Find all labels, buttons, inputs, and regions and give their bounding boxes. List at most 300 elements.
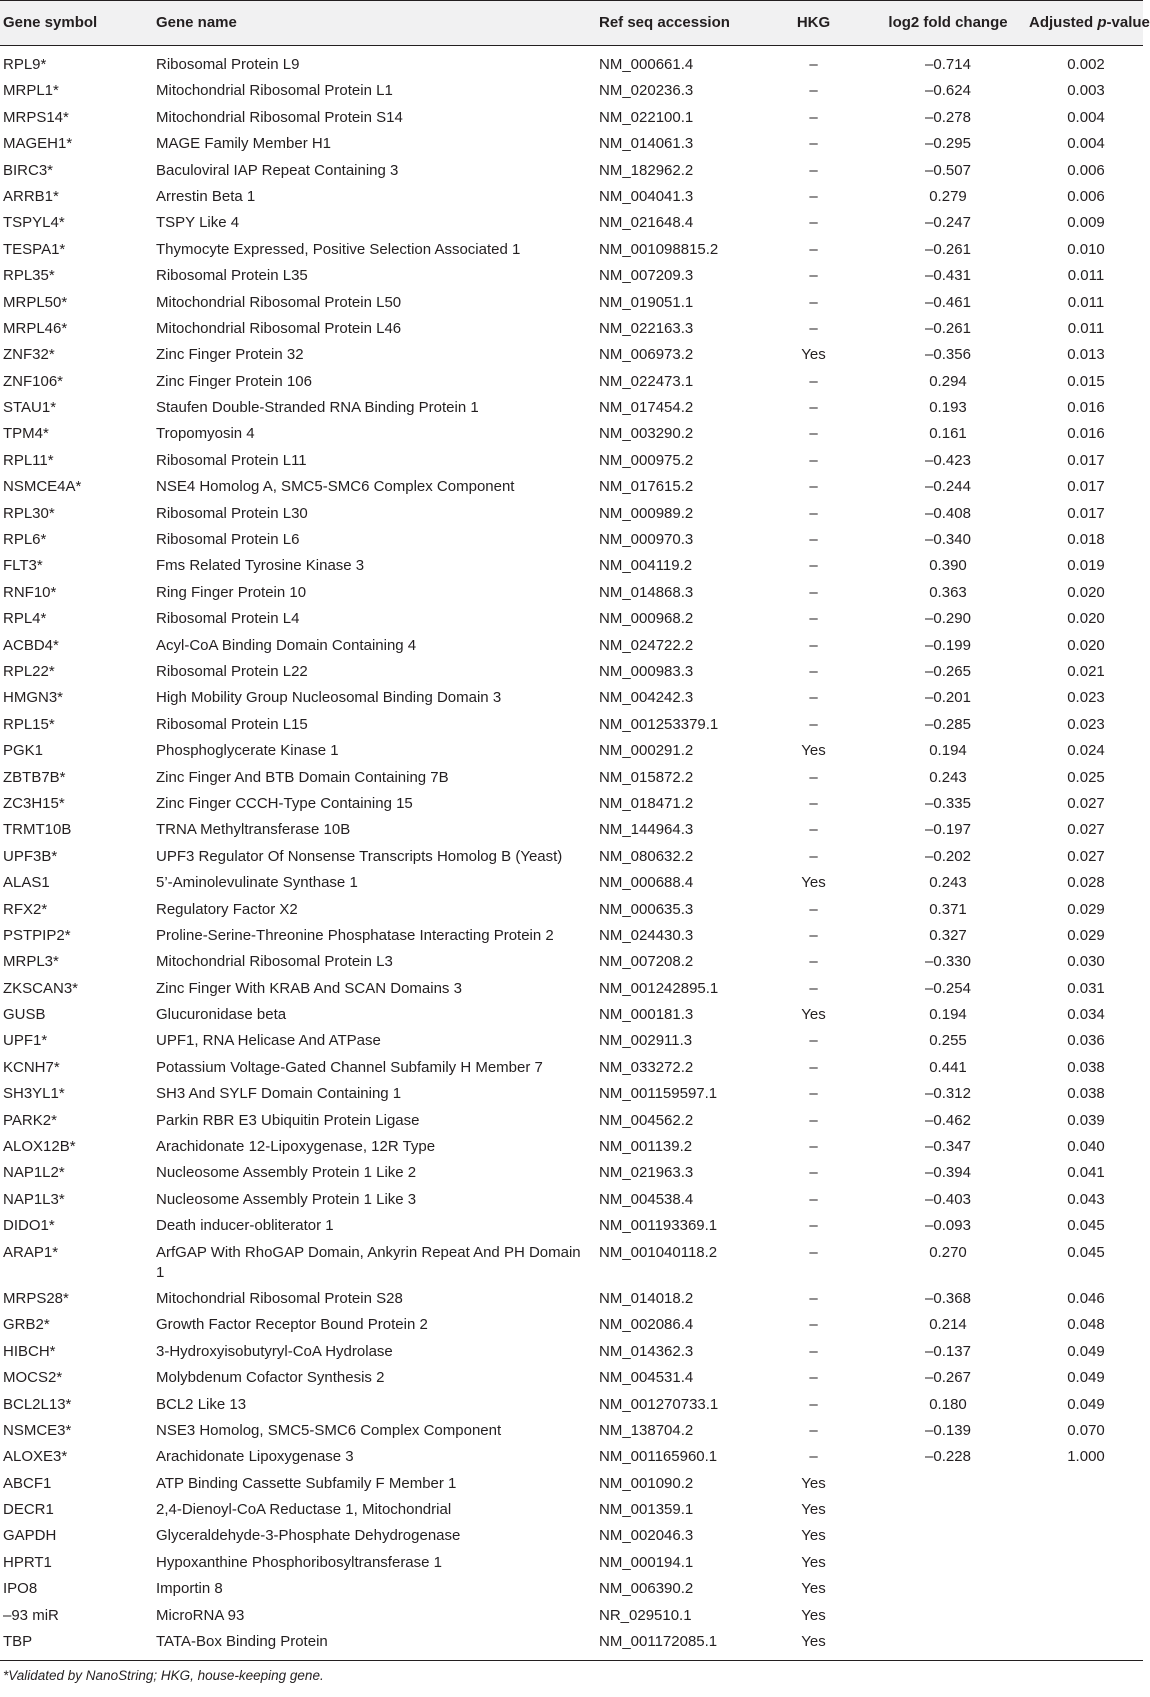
cell-log2-fold-change (867, 1604, 1029, 1630)
cell-gene-name: Glucuronidase beta (156, 1006, 287, 1024)
cell-gene-name: Baculoviral IAP Repeat Containing 3 (156, 161, 399, 179)
cell-hkg: Yes (801, 1474, 826, 1492)
cell-ref-seq: NM_003290.2 (599, 425, 694, 443)
cell-ref-seq: NM_000181.3 (599, 1006, 694, 1024)
cell-adjusted-p-value: 0.048 (1067, 1316, 1105, 1334)
cell-adjusted-p-value (1029, 1472, 1143, 1498)
table-row (0, 1288, 1143, 1314)
table-row (0, 1551, 1143, 1577)
cell-gene-symbol: MRPL3* (3, 953, 59, 971)
cell-ref-seq: NM_017454.2 (599, 399, 694, 417)
cell-gene-name: Ribosomal Protein L30 (156, 504, 308, 522)
cell-gene-name: Molybdenum Cofactor Synthesis 2 (156, 1369, 385, 1387)
cell-adjusted-p-value: 0.004 (1067, 108, 1105, 126)
cell-ref-seq: NM_001165960.1 (599, 1448, 718, 1466)
table-row (0, 819, 1143, 845)
cell-ref-seq: NM_000661.4 (599, 56, 694, 73)
cell-gene-symbol: ZNF32* (3, 346, 55, 364)
table-row (0, 1241, 1143, 1287)
cell-gene-symbol: ACBD4* (3, 636, 59, 654)
cell-gene-symbol: IPO8 (3, 1580, 38, 1598)
table-row (0, 766, 1143, 792)
cell-ref-seq: NM_080632.2 (599, 847, 694, 865)
cell-hkg: – (809, 240, 818, 258)
cell-log2-fold-change: 0.279 (929, 187, 967, 205)
cell-hkg: – (809, 1316, 818, 1334)
cell-gene-name: Arachidonate Lipoxygenase 3 (156, 1448, 354, 1466)
cell-gene-name: Ribosomal Protein L15 (156, 715, 308, 733)
cell-gene-name: MAGE Family Member H1 (156, 135, 332, 153)
cell-gene-name: Growth Factor Receptor Bound Protein 2 (156, 1316, 428, 1334)
cell-hkg: – (809, 768, 818, 786)
cell-gene-name: Ring Finger Protein 10 (156, 583, 307, 601)
cell-gene-symbol: RPL30* (3, 504, 55, 522)
cell-ref-seq: NM_015872.2 (599, 768, 694, 786)
cell-hkg: – (809, 1421, 818, 1439)
cell-hkg: – (809, 531, 818, 549)
cell-hkg: – (809, 451, 818, 469)
table-row (0, 1499, 1143, 1525)
cell-ref-seq: NM_007209.3 (599, 267, 694, 285)
cell-adjusted-p-value (1029, 1604, 1143, 1630)
cell-hkg: Yes (801, 1501, 826, 1519)
cell-gene-symbol: ZKSCAN3* (3, 979, 79, 997)
table-row (0, 1314, 1143, 1340)
cell-hkg: – (809, 610, 818, 628)
cell-hkg: – (809, 504, 818, 522)
cell-hkg: – (809, 1395, 818, 1413)
table-header (0, 1, 1150, 46)
cell-gene-name: Death inducer-obliterator 1 (156, 1217, 334, 1235)
header-adj-p-italic: p (1097, 14, 1107, 31)
cell-gene-name: TRNA Methyltransferase 10B (156, 821, 351, 839)
cell-adjusted-p-value: 0.049 (1067, 1342, 1105, 1360)
cell-log2-fold-change: 0.243 (929, 768, 967, 786)
cell-ref-seq: NM_000194.1 (599, 1553, 694, 1571)
cell-log2-fold-change: 0.180 (929, 1395, 967, 1413)
cell-ref-seq: NM_024722.2 (599, 636, 694, 654)
table-row (0, 1472, 1143, 1498)
cell-gene-symbol: GUSB (3, 1006, 46, 1024)
cell-ref-seq: NM_001253379.1 (599, 715, 719, 733)
table-row (0, 397, 1143, 423)
cell-log2-fold-change: –0.330 (925, 953, 971, 971)
cell-hkg: – (809, 557, 818, 575)
cell-log2-fold-change: –0.431 (925, 267, 971, 285)
cell-hkg: – (809, 715, 818, 733)
cell-hkg: – (809, 56, 818, 73)
cell-adjusted-p-value: 0.043 (1067, 1190, 1105, 1208)
cell-gene-symbol: NSMCE3* (3, 1421, 72, 1439)
cell-log2-fold-change: 0.441 (929, 1058, 967, 1076)
cell-adjusted-p-value: 0.041 (1067, 1164, 1105, 1182)
cell-log2-fold-change: –0.714 (925, 56, 971, 73)
cell-adjusted-p-value: 0.006 (1067, 161, 1105, 179)
table-row (0, 80, 1143, 106)
cell-hkg: – (809, 82, 818, 100)
table-body (0, 46, 1143, 1661)
cell-ref-seq: NM_001359.1 (599, 1501, 694, 1519)
cell-log2-fold-change: –0.368 (925, 1289, 971, 1307)
cell-adjusted-p-value: 0.046 (1067, 1289, 1105, 1307)
cell-gene-name: Mitochondrial Ribosomal Protein S14 (156, 108, 403, 126)
cell-gene-name: Zinc Finger With KRAB And SCAN Domains 3 (156, 979, 462, 997)
table-row (0, 845, 1143, 871)
table-row (0, 1604, 1143, 1630)
cell-hkg: – (809, 636, 818, 654)
table-row (0, 1578, 1143, 1604)
cell-log2-fold-change: –0.340 (925, 531, 971, 549)
cell-log2-fold-change: 0.243 (929, 874, 967, 892)
cell-adjusted-p-value: 0.027 (1067, 794, 1105, 812)
cell-gene-name: 5’-Aminolevulinate Synthase 1 (156, 874, 358, 892)
table-row (0, 265, 1143, 291)
cell-ref-seq: NM_000688.4 (599, 874, 694, 892)
cell-log2-fold-change: –0.335 (925, 794, 971, 812)
cell-hkg: – (809, 1289, 818, 1307)
cell-gene-name: SH3 And SYLF Domain Containing 1 (156, 1085, 402, 1103)
cell-log2-fold-change (867, 1472, 1029, 1498)
cell-adjusted-p-value: 0.011 (1067, 293, 1105, 311)
cell-gene-symbol: RFX2* (3, 900, 48, 918)
cell-adjusted-p-value: 0.011 (1067, 319, 1105, 337)
cell-ref-seq: NM_004119.2 (599, 557, 693, 575)
cell-hkg: – (809, 319, 818, 337)
cell-log2-fold-change: –0.347 (925, 1138, 971, 1156)
cell-gene-symbol: RNF10* (3, 583, 57, 601)
cell-ref-seq: NM_004531.4 (599, 1369, 694, 1387)
cell-ref-seq: NM_021648.4 (599, 214, 694, 232)
cell-hkg: Yes (801, 742, 826, 760)
cell-gene-name: Potassium Voltage-Gated Channel Subfamily H Member 7 (156, 1058, 543, 1076)
header-gene-name: Gene name (150, 1, 590, 46)
cell-gene-name: Zinc Finger And BTB Domain Containing 7B (156, 768, 449, 786)
cell-ref-seq: NM_000989.2 (599, 504, 694, 522)
cell-gene-symbol: MAGEH1* (3, 135, 73, 153)
cell-log2-fold-change: 0.294 (929, 372, 967, 390)
cell-gene-symbol: NSMCE4A* (3, 478, 82, 496)
cell-adjusted-p-value: 0.029 (1067, 900, 1105, 918)
cell-adjusted-p-value: 0.013 (1067, 346, 1105, 364)
cell-gene-name: Nucleosome Assembly Protein 1 Like 3 (156, 1190, 417, 1208)
cell-log2-fold-change: –0.507 (925, 161, 971, 179)
cell-hkg: Yes (801, 1527, 826, 1545)
cell-log2-fold-change (867, 1499, 1029, 1525)
cell-hkg: – (809, 1448, 818, 1466)
cell-ref-seq: NM_002086.4 (599, 1316, 694, 1334)
cell-gene-symbol: MRPL50* (3, 293, 68, 311)
cell-gene-symbol: RPL4* (3, 610, 47, 628)
table-row (0, 370, 1143, 396)
cell-hkg: Yes (760, 1631, 867, 1661)
cell-ref-seq: NM_007208.2 (599, 953, 694, 971)
cell-gene-symbol: BIRC3* (3, 161, 54, 179)
table-row (0, 1004, 1143, 1030)
cell-adjusted-p-value: 0.040 (1067, 1138, 1105, 1156)
cell-hkg: Yes (801, 1006, 826, 1024)
cell-hkg: – (809, 478, 818, 496)
cell-log2-fold-change: –0.093 (925, 1217, 971, 1235)
cell-log2-fold-change: –0.461 (925, 293, 971, 311)
table-row (0, 159, 1143, 185)
cell-adjusted-p-value (1029, 1499, 1143, 1525)
cell-log2-fold-change: 0.214 (929, 1316, 967, 1334)
cell-adjusted-p-value: 0.039 (1067, 1111, 1105, 1129)
table-row (0, 318, 1143, 344)
cell-log2-fold-change: 0.390 (929, 557, 967, 575)
cell-hkg: – (809, 1217, 818, 1235)
cell-gene-symbol: TBP (0, 1631, 150, 1661)
table-row (0, 212, 1143, 238)
cell-adjusted-p-value: 0.004 (1067, 135, 1105, 153)
cell-ref-seq: NM_000968.2 (599, 610, 694, 628)
cell-adjusted-p-value: 0.002 (1067, 56, 1105, 73)
table-row (0, 1136, 1143, 1162)
cell-adjusted-p-value: 0.017 (1067, 451, 1105, 469)
cell-gene-symbol: UPF1* (3, 1032, 48, 1050)
cell-adjusted-p-value: 1.000 (1067, 1448, 1105, 1466)
cell-ref-seq: NM_002046.3 (599, 1527, 694, 1545)
cell-gene-name: Ribosomal Protein L9 (156, 56, 300, 73)
cell-hkg: – (809, 689, 818, 707)
table-row (0, 186, 1143, 212)
cell-adjusted-p-value: 0.006 (1067, 187, 1105, 205)
cell-gene-symbol: TPM4* (3, 425, 49, 443)
cell-ref-seq: NM_004041.3 (599, 187, 694, 205)
cell-log2-fold-change: –0.261 (925, 319, 971, 337)
cell-hkg: – (809, 1342, 818, 1360)
cell-hkg: – (809, 293, 818, 311)
cell-adjusted-p-value: 0.023 (1067, 689, 1105, 707)
cell-log2-fold-change: –0.423 (925, 451, 971, 469)
cell-adjusted-p-value: 0.034 (1067, 1006, 1105, 1024)
cell-gene-name: Parkin RBR E3 Ubiquitin Protein Ligase (156, 1111, 420, 1129)
table-row (0, 555, 1143, 581)
cell-log2-fold-change: –0.244 (925, 478, 971, 496)
cell-adjusted-p-value: 0.017 (1067, 478, 1105, 496)
cell-gene-name: NSE3 Homolog, SMC5-SMC6 Complex Component (156, 1421, 502, 1439)
cell-gene-name: Phosphoglycerate Kinase 1 (156, 742, 339, 760)
cell-log2-fold-change: –0.202 (925, 847, 971, 865)
cell-log2-fold-change: –0.312 (925, 1085, 971, 1103)
cell-hkg: – (809, 900, 818, 918)
cell-gene-symbol: PSTPIP2* (3, 926, 71, 944)
cell-log2-fold-change: –0.228 (925, 1448, 971, 1466)
cell-adjusted-p-value: 0.020 (1067, 583, 1105, 601)
cell-log2-fold-change: –0.408 (925, 504, 971, 522)
cell-adjusted-p-value: 0.049 (1067, 1369, 1105, 1387)
cell-hkg: – (809, 1369, 818, 1387)
cell-gene-name: UPF1, RNA Helicase And ATPase (156, 1032, 381, 1050)
cell-gene-name: Mitochondrial Ribosomal Protein L46 (156, 319, 402, 337)
cell-gene-name: Mitochondrial Ribosomal Protein L50 (156, 293, 402, 311)
cell-hkg: – (809, 979, 818, 997)
cell-gene-symbol: UPF3B* (3, 847, 58, 865)
cell-adjusted-p-value: 0.017 (1067, 504, 1105, 522)
table-row (0, 1030, 1143, 1056)
header-hkg: HKG (760, 1, 867, 46)
cell-gene-name: Mitochondrial Ribosomal Protein L1 (156, 82, 393, 100)
cell-hkg: – (809, 214, 818, 232)
cell-gene-symbol: SH3YL1* (3, 1085, 65, 1103)
cell-gene-name: 2,4-Dienoyl-CoA Reductase 1, Mitochondrial (156, 1501, 452, 1519)
cell-ref-seq: NM_001193369.1 (599, 1217, 718, 1235)
table-row (0, 608, 1143, 634)
table-row (0, 106, 1143, 132)
cell-gene-name: Glyceraldehyde-3-Phosphate Dehydrogenase (156, 1527, 461, 1545)
cell-adjusted-p-value: 0.027 (1067, 847, 1105, 865)
table-row (0, 713, 1143, 739)
cell-adjusted-p-value (1029, 1631, 1143, 1661)
cell-adjusted-p-value: 0.031 (1067, 979, 1105, 997)
cell-ref-seq: NM_004562.2 (599, 1111, 694, 1129)
cell-gene-symbol: PGK1 (3, 742, 44, 760)
cell-hkg: – (809, 794, 818, 812)
cell-adjusted-p-value: 0.029 (1067, 926, 1105, 944)
cell-ref-seq: NM_021963.3 (599, 1164, 694, 1182)
cell-adjusted-p-value: 0.023 (1067, 715, 1105, 733)
table-row (0, 1525, 1143, 1551)
table-row (0, 793, 1143, 819)
cell-log2-fold-change: 0.363 (929, 583, 967, 601)
cell-gene-symbol: MRPL1* (3, 82, 59, 100)
table-row (0, 1056, 1143, 1082)
cell-hkg: – (809, 399, 818, 417)
cell-gene-name: Mitochondrial Ribosomal Protein S28 (156, 1289, 403, 1307)
cell-gene-name: Nucleosome Assembly Protein 1 Like 2 (156, 1164, 417, 1182)
cell-hkg: – (809, 135, 818, 153)
cell-adjusted-p-value (1029, 1551, 1143, 1577)
cell-adjusted-p-value: 0.036 (1067, 1032, 1105, 1050)
cell-log2-fold-change: –0.295 (925, 135, 971, 153)
cell-gene-symbol: ARRB1* (3, 187, 59, 205)
cell-gene-symbol: NAP1L3* (3, 1190, 65, 1208)
cell-gene-symbol: STAU1* (3, 399, 57, 417)
cell-hkg: Yes (801, 346, 826, 364)
cell-hkg: Yes (801, 1553, 826, 1571)
cell-hkg: – (809, 108, 818, 126)
cell-gene-symbol: ALOX12B* (3, 1138, 76, 1156)
cell-log2-fold-change (867, 1631, 1029, 1661)
cell-gene-symbol: TESPA1* (3, 240, 66, 258)
cell-ref-seq: NM_018471.2 (599, 794, 694, 812)
cell-ref-seq: NM_000635.3 (599, 900, 694, 918)
cell-hkg: – (809, 583, 818, 601)
cell-gene-name: ATP Binding Cassette Subfamily F Member 1 (156, 1474, 457, 1492)
cell-log2-fold-change: –0.285 (925, 715, 971, 733)
cell-log2-fold-change: 0.371 (929, 900, 967, 918)
cell-ref-seq: NM_001242895.1 (599, 979, 719, 997)
cell-gene-name: MicroRNA 93 (156, 1606, 245, 1624)
cell-hkg: – (809, 926, 818, 944)
cell-gene-name: Ribosomal Protein L6 (156, 531, 300, 549)
cell-gene-symbol: ALOXE3* (3, 1448, 68, 1466)
table-row (0, 1109, 1143, 1135)
cell-ref-seq: NM_004242.3 (599, 689, 694, 707)
cell-gene-symbol: ARAP1* (3, 1243, 59, 1261)
cell-hkg: – (809, 1085, 818, 1103)
cell-ref-seq: NM_014018.2 (599, 1289, 694, 1307)
cell-log2-fold-change (867, 1578, 1029, 1604)
cell-gene-symbol: –93 miR (3, 1606, 59, 1624)
cell-log2-fold-change: –0.247 (925, 214, 971, 232)
cell-gene-name: UPF3 Regulator Of Nonsense Transcripts Homolog B (Yeast) (156, 847, 563, 865)
cell-adjusted-p-value: 0.049 (1067, 1395, 1105, 1413)
cell-gene-name: Ribosomal Protein L4 (156, 610, 300, 628)
table-row (0, 1393, 1143, 1419)
cell-gene-symbol: HIBCH* (3, 1342, 56, 1360)
cell-gene-name: Proline-Serine-Threonine Phosphatase Interacting Protein 2 (156, 926, 554, 944)
cell-ref-seq: NM_000983.3 (599, 662, 694, 680)
cell-gene-symbol: DIDO1* (3, 1217, 55, 1235)
cell-ref-seq: NM_001090.2 (599, 1474, 694, 1492)
cell-adjusted-p-value (1029, 1578, 1143, 1604)
cell-gene-symbol: ALAS1 (3, 874, 50, 892)
cell-gene-name: ArfGAP With RhoGAP Domain, Ankyrin Repeat And PH Domain 1 (156, 1243, 581, 1281)
cell-gene-symbol: FLT3* (3, 557, 43, 575)
cell-gene-symbol: RPL6* (3, 531, 47, 549)
header-row (0, 1, 1143, 46)
table-row (0, 423, 1143, 449)
cell-ref-seq: NM_024430.3 (599, 926, 694, 944)
cell-gene-symbol: TRMT10B (3, 821, 72, 839)
cell-gene-name: Thymocyte Expressed, Positive Selection Associated 1 (156, 240, 521, 258)
cell-gene-name: Ribosomal Protein L11 (156, 451, 307, 469)
cell-log2-fold-change: –0.139 (925, 1421, 971, 1439)
cell-gene-name: Fms Related Tyrosine Kinase 3 (156, 557, 365, 575)
cell-gene-symbol: MOCS2* (3, 1369, 63, 1387)
cell-hkg: – (809, 425, 818, 443)
cell-gene-name: Staufen Double-Stranded RNA Binding Protein 1 (156, 399, 479, 417)
cell-gene-symbol: MRPS28* (3, 1289, 69, 1307)
cell-gene-symbol: ZC3H15* (3, 794, 65, 812)
cell-ref-seq: NM_006973.2 (599, 346, 694, 364)
cell-ref-seq: NM_002911.3 (599, 1032, 693, 1050)
cell-adjusted-p-value (1029, 1525, 1143, 1551)
cell-ref-seq: NM_001040118.2 (599, 1243, 718, 1261)
cell-adjusted-p-value: 0.024 (1067, 742, 1105, 760)
cell-gene-name: Mitochondrial Ribosomal Protein L3 (156, 953, 393, 971)
table-row (0, 46, 1143, 81)
cell-gene-symbol: RPL11* (3, 451, 54, 469)
cell-adjusted-p-value: 0.003 (1067, 82, 1105, 100)
table-row (0, 1083, 1143, 1109)
table-row (0, 344, 1143, 370)
cell-adjusted-p-value: 0.015 (1067, 372, 1105, 390)
cell-adjusted-p-value: 0.018 (1067, 531, 1105, 549)
cell-hkg: Yes (801, 1580, 826, 1598)
cell-log2-fold-change: 0.193 (929, 399, 967, 417)
cell-log2-fold-change: –0.624 (925, 82, 971, 100)
cell-ref-seq: NM_014362.3 (599, 1342, 694, 1360)
cell-gene-symbol: RPL22* (3, 662, 55, 680)
table-row (0, 1446, 1143, 1472)
table-row (0, 977, 1143, 1003)
cell-adjusted-p-value: 0.016 (1067, 425, 1105, 443)
table-row (0, 502, 1143, 528)
cell-ref-seq: NR_029510.1 (599, 1606, 692, 1624)
cell-gene-name: TATA-Box Binding Protein (150, 1631, 590, 1661)
cell-gene-name: NSE4 Homolog A, SMC5-SMC6 Complex Component (156, 478, 515, 496)
cell-gene-name: Zinc Finger Protein 32 (156, 346, 304, 364)
cell-hkg: – (809, 267, 818, 285)
header-ref-seq: Ref seq accession (590, 1, 760, 46)
cell-gene-name: Importin 8 (156, 1580, 223, 1598)
cell-ref-seq: NM_182962.2 (599, 161, 694, 179)
table-row (0, 529, 1143, 555)
cell-adjusted-p-value: 0.045 (1067, 1217, 1105, 1235)
cell-adjusted-p-value: 0.028 (1067, 874, 1105, 892)
